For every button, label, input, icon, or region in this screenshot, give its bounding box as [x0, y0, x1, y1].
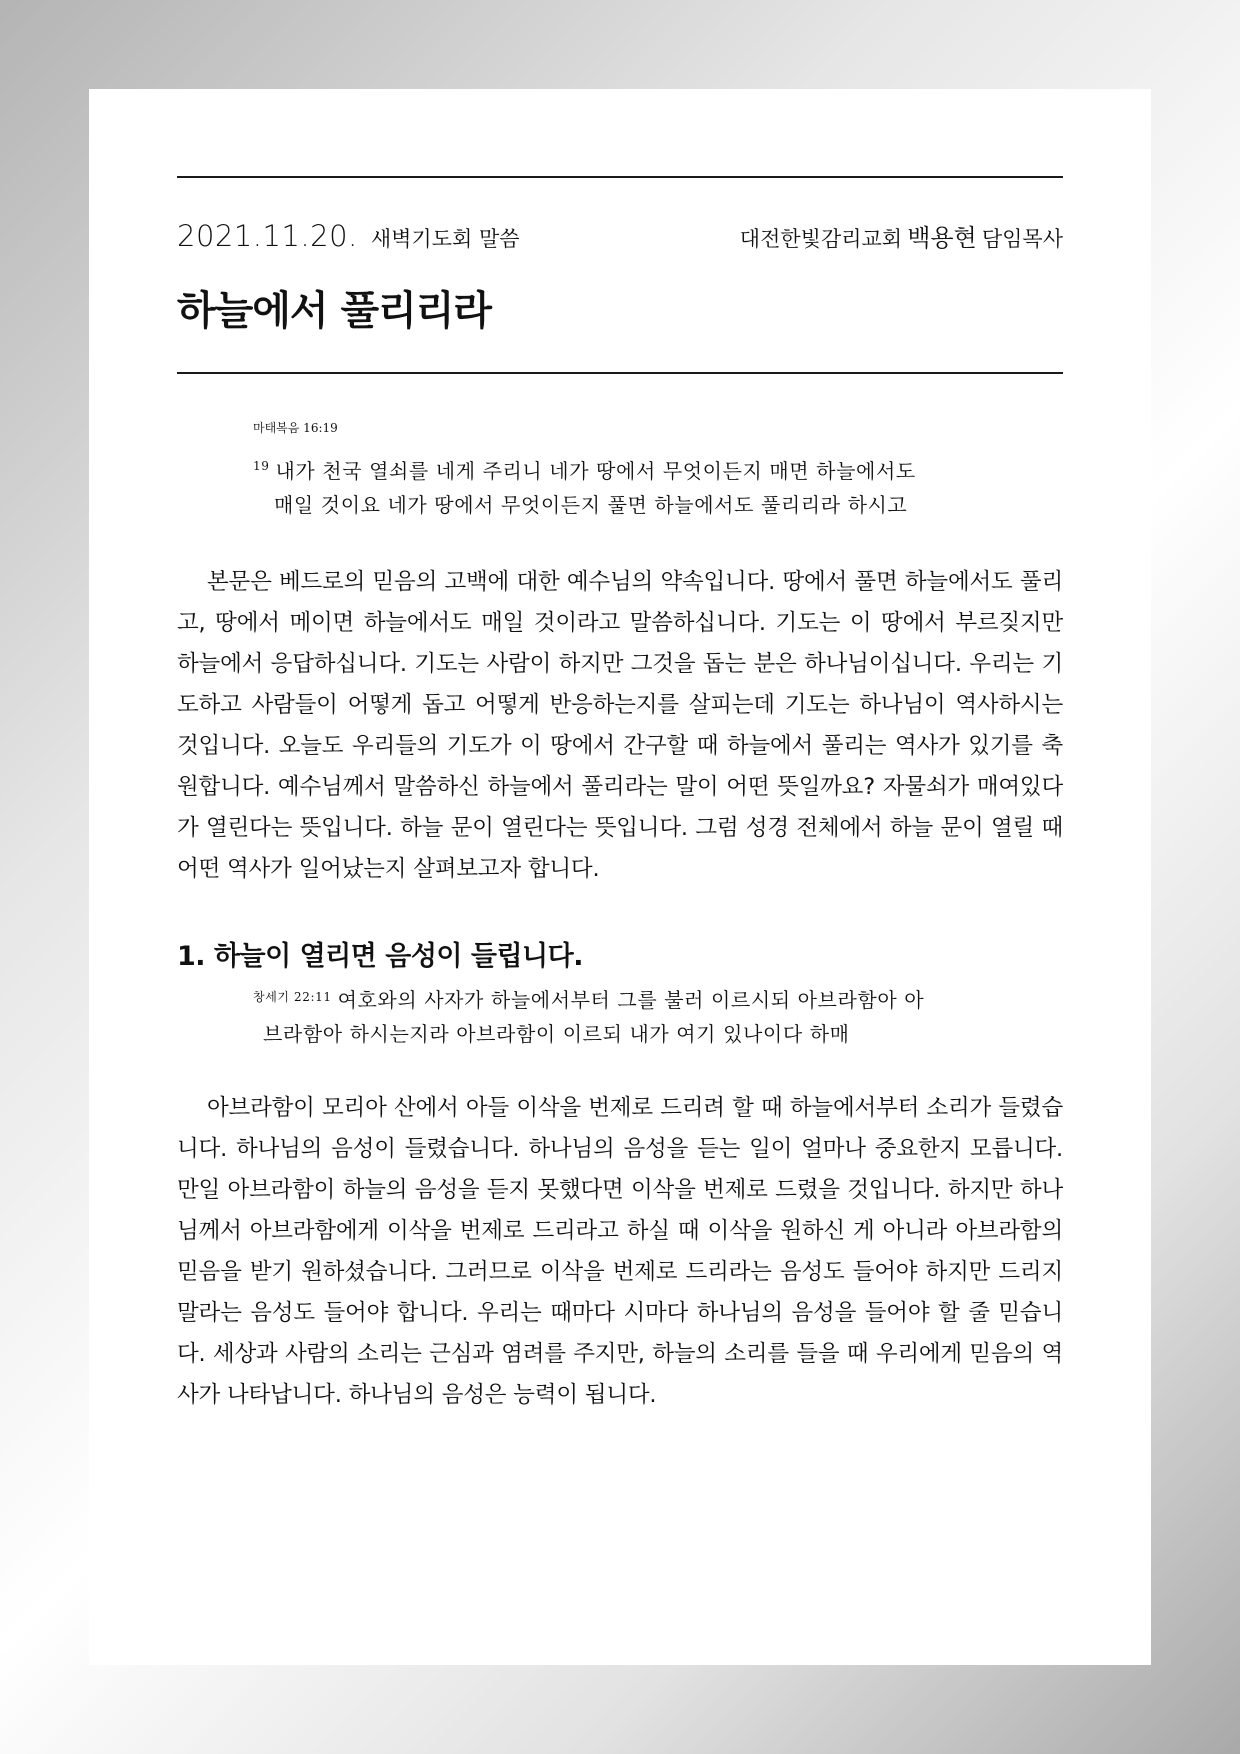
section-verse	[253, 980, 1013, 1051]
sermon-event: 새벽기도회 말씀	[370, 227, 520, 251]
verse-line-1	[253, 449, 1013, 488]
section-verse-text-1: 여호와의 사자가 하늘에서부터 그를 불러 이르시되 아브라함아 아	[337, 988, 925, 1012]
section-scripture	[253, 980, 1013, 1051]
verse-line-2: 매일 것이요 네가 땅에서 무엇이든지 풀면 하늘에서도 풀리리라 하시고	[274, 493, 908, 517]
section-verse-line-1	[253, 980, 1013, 1017]
section-paragraph-text: 아브라함이 모리아 산에서 아들 이삭을 번제로 드리려 할 때 하늘에서부터 소리가 들렸습니다. 하나님의 음성이 들렸습니다. 하나님의 음성을 듣는 일이 얼마나 중요한지 모릅니다. 만일 아브라함이 하늘의 음성을 듣지 못했다면 이삭을 번제로 드렸을 것입니다. 하지만 하나님께서 아브라함에게 이삭을 번제로 드리라고 하실 때 이삭을 원하신 게 아니라 아브라함의 믿음을 받기 원하셨습니다. 그러므로 이삭을 번제로 드리라는 음성도 들어야 하지만 드리지 말라는 음성도 들어야 합니다. 우리는 때마다 시마다 하나님의 음성을 들어야 할 줄 믿습니다. 세상과 사람의 소리는 근심과 염려를 주지만, 하늘의 소리를 들을 때 우리에게 믿음의 역사가 나타납니다. 하나님의 음성은 능력이 됩니다.	[177, 1095, 1063, 1408]
sermon-header	[177, 218, 1063, 258]
sermon-title: 하늘에서 풀리리라	[177, 288, 492, 334]
pastor-name: 백용현	[907, 224, 977, 252]
intro-paragraph	[177, 562, 1063, 890]
verse-number: 19	[253, 459, 270, 473]
page-content	[177, 176, 1063, 1416]
section-verse-line-2: 브라함아 하시는지라 아브라함이 이르되 내가 여기 있나이다 하매	[263, 1022, 850, 1046]
title-rule	[177, 372, 1063, 374]
section-scripture-reference: 창세기 22:11	[253, 990, 332, 1004]
section-heading: 1. 하늘이 열리면 음성이 들립니다.	[177, 941, 583, 972]
section-paragraph	[177, 1088, 1063, 1416]
sermon-date: 2021.11.20.	[177, 219, 358, 253]
scripture-verse	[253, 449, 1013, 522]
church-info	[740, 218, 1063, 253]
intro-paragraph-text: 본문은 베드로의 믿음의 고백에 대한 예수님의 약속입니다. 땅에서 풀면 하늘에서도 풀리고, 땅에서 메이면 하늘에서도 매일 것이라고 말씀하십니다. 기도는 이 땅에서 부르짖지만 하늘에서 응답하십니다. 기도는 사람이 하지만 그것을 돕는 분은 하나님이십니다. 우리는 기도하고 사람들이 어떻게 돕고 어떻게 반응하는지를 살피는데 기도는 하나님이 역사하시는 것입니다. 오늘도 우리들의 기도가 이 땅에서 간구할 때 하늘에서 풀리는 역사가 있기를 축원합니다. 예수님께서 말씀하신 하늘에서 풀리라는 말이 어떤 뜻일까요? 자물쇠가 매여있다가 열린다는 뜻입니다. 하늘 문이 열린다는 뜻입니다. 그럼 성경 전체에서 하늘 문이 열릴 때 어떤 역사가 일어났는지 살펴보고자 합니다.	[177, 569, 1063, 882]
top-rule	[177, 176, 1063, 178]
verse-text-1: 내가 천국 열쇠를 네게 주리니 네가 땅에서 무엇이든지 매면 하늘에서도	[275, 459, 916, 483]
scripture-reference: 마태복음 16:19	[253, 421, 338, 435]
sermon-date-line	[177, 219, 520, 253]
scripture-block	[253, 419, 1013, 522]
pastor-title: 담임목사	[981, 227, 1063, 251]
church-name: 대전한빛감리교회	[739, 227, 903, 251]
document-page	[89, 89, 1151, 1665]
